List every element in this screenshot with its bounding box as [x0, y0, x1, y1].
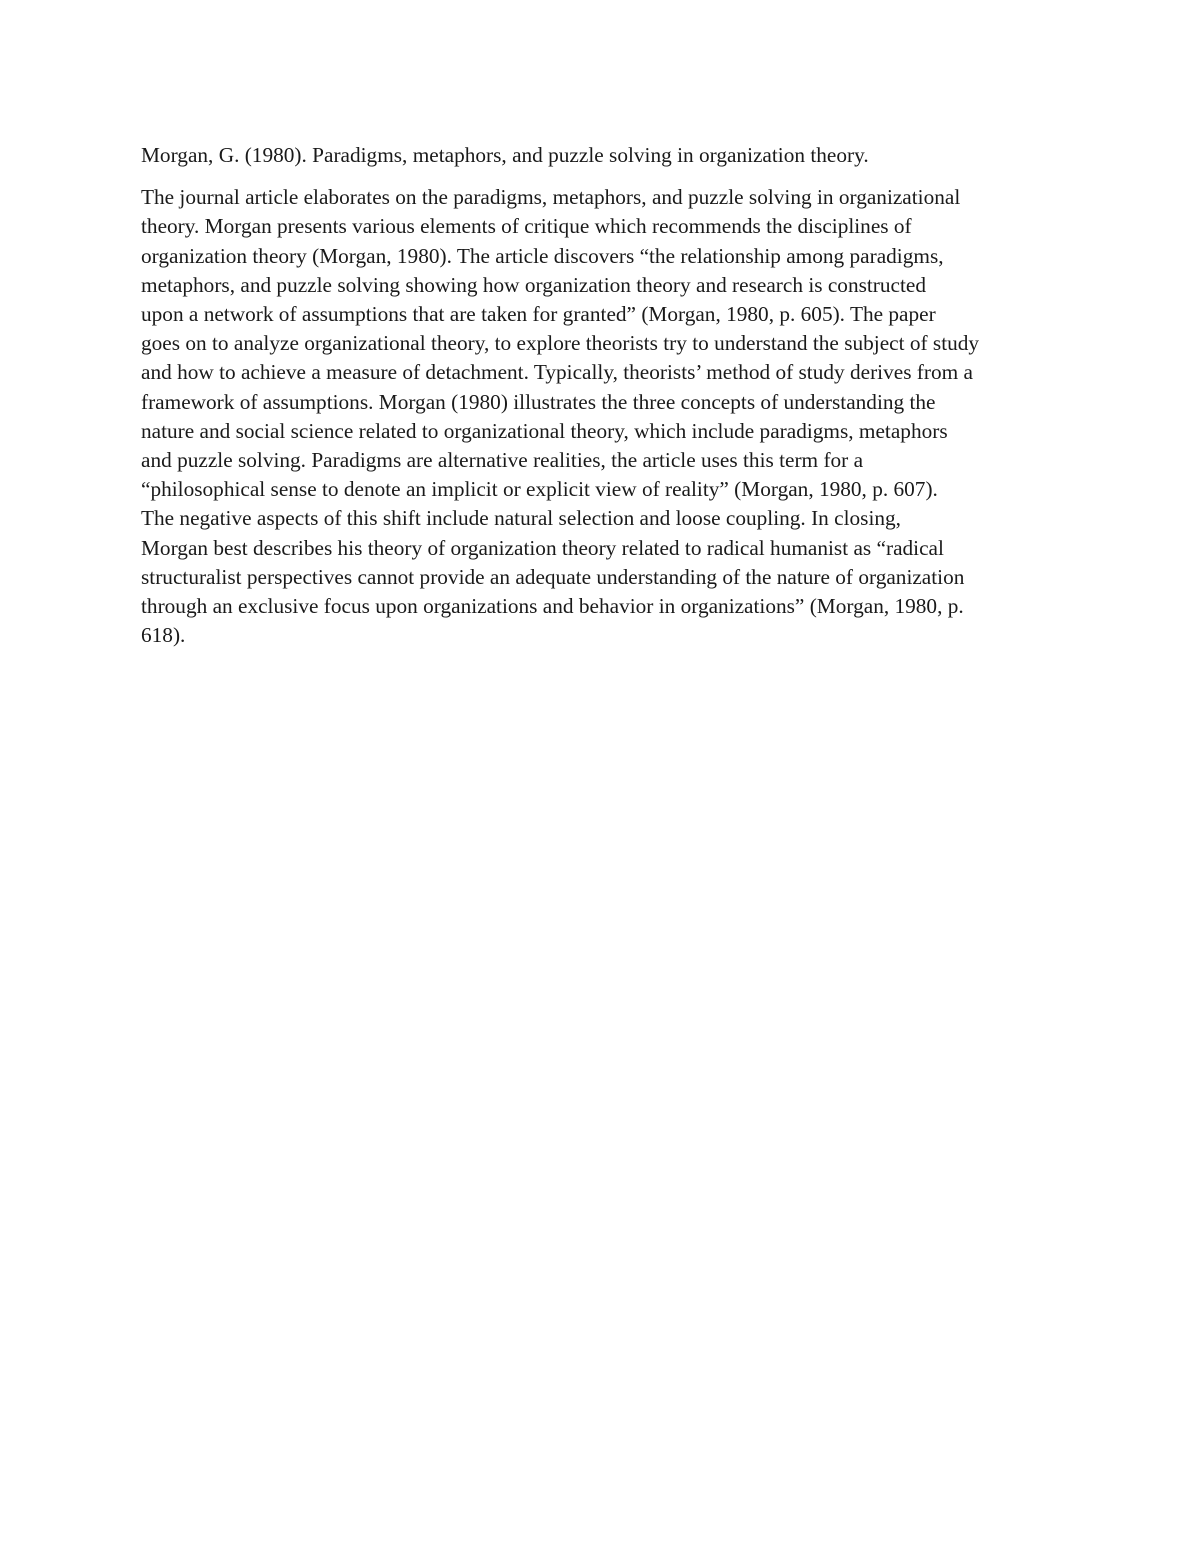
- paragraph-line: goes on to analyze organizational theory, to explore theorists try to understand the subject of study: [141, 331, 980, 356]
- paragraph-line: metaphors, and puzzle solving showing how organization theory and research is constructed: [141, 272, 927, 297]
- paragraph-line: upon a network of assumptions that are taken for granted” (Morgan, 1980, p. 605). The paper: [141, 302, 936, 327]
- paragraph-line: framework of assumptions. Morgan (1980) illustrates the three concepts of understanding the: [141, 389, 936, 414]
- paragraph-line: and puzzle solving. Paradigms are alternative realities, the article uses this term for a: [141, 448, 864, 473]
- paragraph-line: and how to achieve a measure of detachment. Typically, theorists’ method of study derives from a: [141, 360, 973, 385]
- paragraph-line: organization theory (Morgan, 1980). The article discovers “the relationship among paradigms,: [141, 243, 944, 268]
- paragraph-line: The journal article elaborates on the paradigms, metaphors, and puzzle solving in organizational: [141, 185, 961, 210]
- paragraph-line: The negative aspects of this shift include natural selection and loose coupling. In closing,: [141, 506, 901, 531]
- document-content: [141, 141, 1065, 650]
- paragraph-line: 618).: [141, 623, 186, 648]
- paragraph-line: Morgan best describes his theory of organization theory related to radical humanist as “radical: [141, 535, 944, 560]
- paragraph-line: structuralist perspectives cannot provide an adequate understanding of the nature of organization: [141, 564, 965, 589]
- paragraph-line: through an exclusive focus upon organizations and behavior in organizations” (Morgan, 1980, p.: [141, 594, 964, 619]
- summary-paragraph: [141, 183, 1065, 650]
- paragraph-line: nature and social science related to organizational theory, which include paradigms, metaphors: [141, 418, 948, 443]
- reference-citation: Morgan, G. (1980). Paradigms, metaphors, and puzzle solving in organization theory.: [141, 143, 869, 167]
- paragraph-line: “philosophical sense to denote an implicit or explicit view of reality” (Morgan, 1980, p. 607).: [141, 477, 938, 502]
- paragraph-line: theory. Morgan presents various elements of critique which recommends the disciplines of: [141, 214, 912, 239]
